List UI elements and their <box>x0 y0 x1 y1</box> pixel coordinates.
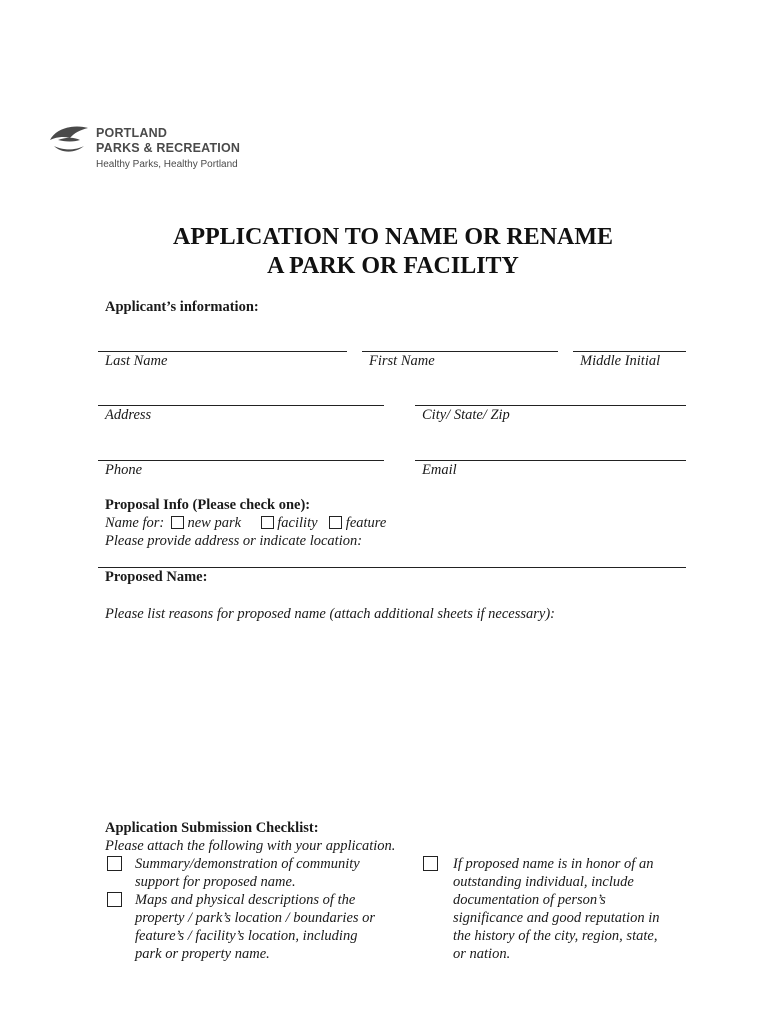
reasons-prompt: Please list reasons for proposed name (attach additional sheets if necessary): <box>105 606 555 622</box>
checklist-item-line: significance and good reputation in <box>453 910 660 926</box>
proposal-heading: Proposal Info (Please check one): <box>105 497 311 513</box>
leaf-logo-icon <box>48 124 94 154</box>
checklist-item-line: Maps and physical descriptions of the <box>135 892 356 908</box>
checklist-item-line: or nation. <box>453 946 511 962</box>
checklist-instruction: Please attach the following with your application. <box>105 838 396 854</box>
proposed-name-label: Proposed Name: <box>105 569 208 585</box>
last-name-field[interactable] <box>98 351 347 352</box>
checklist-item-line: documentation of person’s <box>453 892 606 908</box>
first-name-label: First Name <box>369 353 435 369</box>
phone-label: Phone <box>105 462 143 478</box>
name-for-label: Name for: <box>105 515 165 531</box>
checklist-item-honoree-documentation <box>453 855 659 963</box>
checklist-item-line: If proposed name is in honor of an <box>453 856 654 872</box>
document-title-line2: A PARK OR FACILITY <box>267 253 519 279</box>
checklist-item-line: feature’s / facility’s location, including <box>135 928 358 944</box>
checklist-item-line: outstanding individual, include <box>453 874 634 890</box>
checklist-heading: Application Submission Checklist: <box>105 820 319 836</box>
location-field[interactable] <box>98 567 686 568</box>
phone-field[interactable] <box>98 460 384 461</box>
last-name-label: Last Name <box>105 353 168 369</box>
first-name-field[interactable] <box>362 351 558 352</box>
checklist-item-line: park or property name. <box>135 946 270 962</box>
logo-name-line1: PORTLAND <box>96 126 168 140</box>
applicant-heading: Applicant’s information: <box>105 299 259 315</box>
middle-initial-label: Middle Initial <box>580 353 661 369</box>
city-state-zip-label: City/ State/ Zip <box>422 407 510 423</box>
community-support-checkbox[interactable] <box>107 856 122 871</box>
checklist-item-community-support <box>135 855 360 891</box>
name-for-row <box>105 515 386 532</box>
checklist-item-line: Summary/demonstration of community <box>135 856 360 872</box>
address-label: Address <box>105 407 152 423</box>
new-park-checkbox[interactable] <box>171 516 184 529</box>
document-title-line1: APPLICATION TO NAME OR RENAME <box>172 224 614 250</box>
facility-option-label: facility <box>277 515 318 531</box>
checklist-item-line: property / park’s location / boundaries or <box>135 910 376 926</box>
logo-name-line2: PARKS & RECREATION <box>96 141 241 155</box>
middle-initial-field[interactable] <box>573 351 686 352</box>
address-field[interactable] <box>98 405 384 406</box>
honoree-documentation-checkbox[interactable] <box>423 856 438 871</box>
email-label: Email <box>422 462 457 478</box>
feature-option-label: feature <box>345 515 387 531</box>
checklist-item-line: support for proposed name. <box>135 874 296 890</box>
feature-checkbox[interactable] <box>329 516 342 529</box>
checklist-item-maps-descriptions <box>135 891 375 963</box>
maps-descriptions-checkbox[interactable] <box>107 892 122 907</box>
new-park-option-label: new park <box>187 515 242 531</box>
logo-tagline: Healthy Parks, Healthy Portland <box>96 159 238 170</box>
facility-checkbox[interactable] <box>261 516 274 529</box>
checklist-item-line: the history of the city, region, state, <box>453 928 658 944</box>
email-field[interactable] <box>415 460 686 461</box>
location-prompt: Please provide address or indicate location: <box>105 533 363 549</box>
city-state-zip-field[interactable] <box>415 405 686 406</box>
